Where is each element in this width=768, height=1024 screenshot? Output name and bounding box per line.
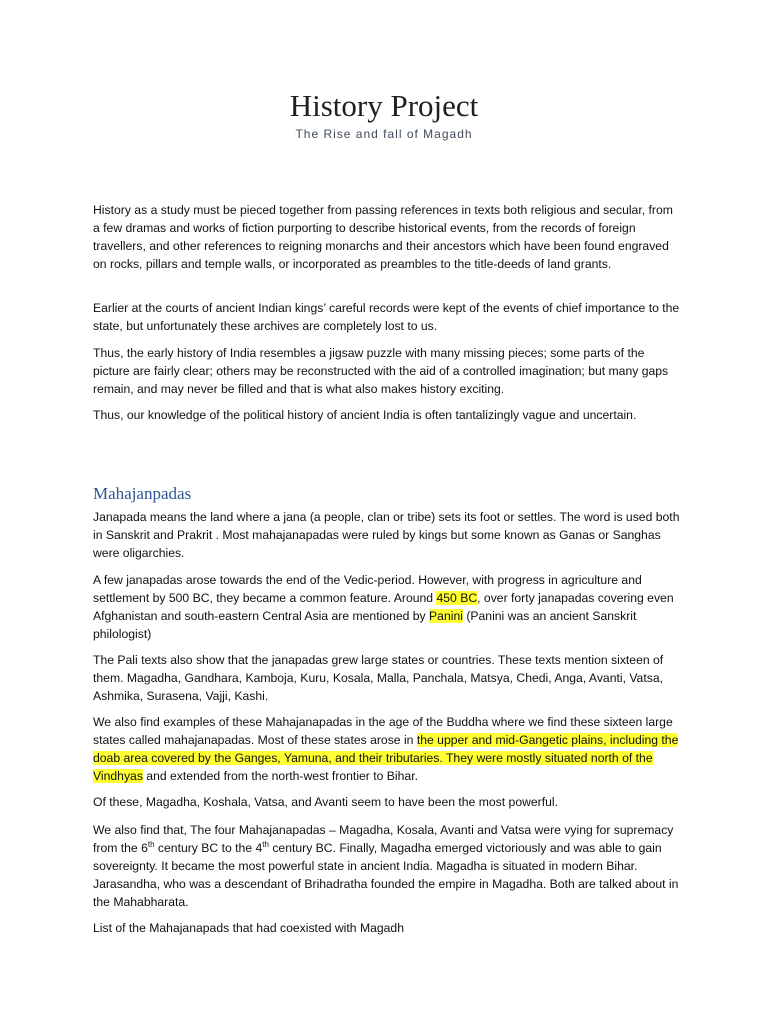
text-run: and extended from the north-west frontier to Bihar. [142, 769, 418, 783]
highlight-panini: Panini [429, 609, 463, 623]
superscript: th [262, 839, 269, 849]
highlight-450bc: 450 BC [436, 591, 478, 605]
section-heading: Mahajanpadas [93, 484, 192, 503]
text-run: century BC to the 4 [154, 841, 263, 855]
text-run: century BC. Finally, Magadha emerged victoriously and was able to gain sovereignty. It became the most powerful state in ancient India. Magadha is situated in modern Bihar. Jarasandha, who was a descendant of Brihadratha founded the empire in Magadha. Both are talked about in the Mahabharata. [93, 841, 679, 909]
text-run: A few janapadas arose towards the end of the Vedic-period. However, with progress in agriculture and settlement by 500 BC, they became a common feature. Around [93, 573, 642, 605]
intro-paragraph-1: History as a study must be pieced together from passing references in texts both religious and secular, from a few dramas and works of fiction purporting to describe historical events, from the records of foreign travellers, and other references to reigning monarchs and their ancestors which have been found engraved on rocks, pillars and temple walls, or incorporated as preambles to the title-deeds of land grants. [93, 203, 673, 271]
text-run: We also find that, The four Mahajanapadas – Magadha, Kosala, Avanti and Vatsa were vying for supremacy from the 6 [93, 823, 674, 855]
paragraph-vedic [93, 571, 683, 643]
intro-paragraph-3: Thus, the early history of India resembles a jigsaw puzzle with many missing pieces; some parts of the picture are fairly clear; others may be reconstructed with the aid of a controlled imagination; but many gaps remain, and may never be filled and that is what also makes history exciting. [93, 346, 669, 396]
highlight-gangetic: the upper and mid-Gangetic plains, including the doab area covered by the Ganges, Yamuna, and their tributaries. They were mostly situated north of the Vindhyas [93, 733, 679, 783]
paragraph-janapada: Janapada means the land where a jana (a people, clan or tribe) sets its foot or settles. The word is used both in Sanskrit and Prakrit . Most mahajanapadas were ruled by kings but some known as Ganas or Sanghas were oligarchies. [93, 510, 680, 560]
paragraph-powerful: Of these, Magadha, Koshala, Vatsa, and Avanti seem to have been the most powerful. [93, 795, 558, 809]
superscript: th [147, 839, 155, 849]
paragraph-supremacy [93, 821, 683, 911]
paragraph-list-intro: List of the Mahajanapads that had coexisted with Magadh [93, 921, 404, 935]
paragraph-buddha [93, 713, 683, 785]
intro-paragraph-4: Thus, our knowledge of the political history of ancient India is often tantalizingly vague and uncertain. [93, 408, 637, 422]
document-subtitle: The Rise and fall of Magadh [295, 127, 473, 141]
intro-paragraph-2: Earlier at the courts of ancient Indian kings’ careful records were kept of the events of chief importance to the state, but unfortunately these archives are completely lost to us. [93, 301, 680, 333]
text-run: We also find examples of these Mahajanapadas in the age of the Buddha where we find these sixteen large states called mahajanapadas. Most of these states arose in [93, 715, 673, 747]
paragraph-pali: The Pali texts also show that the janapadas grew large states or countries. These texts mention sixteen of them. Magadha, Gandhara, Kamboja, Kuru, Kosala, Malla, Panchala, Matsya, Chedi, Anga, Avanti, Vatsa, Ashmika, Surasena, Vajji, Kashi. [93, 653, 664, 703]
text-run: , over forty janapadas covering even Afghanistan and south-eastern Central Asia are mentioned by [93, 591, 674, 623]
text-run: (Panini was an ancient Sanskrit philologist) [93, 609, 637, 641]
document-title: History Project [289, 88, 479, 123]
